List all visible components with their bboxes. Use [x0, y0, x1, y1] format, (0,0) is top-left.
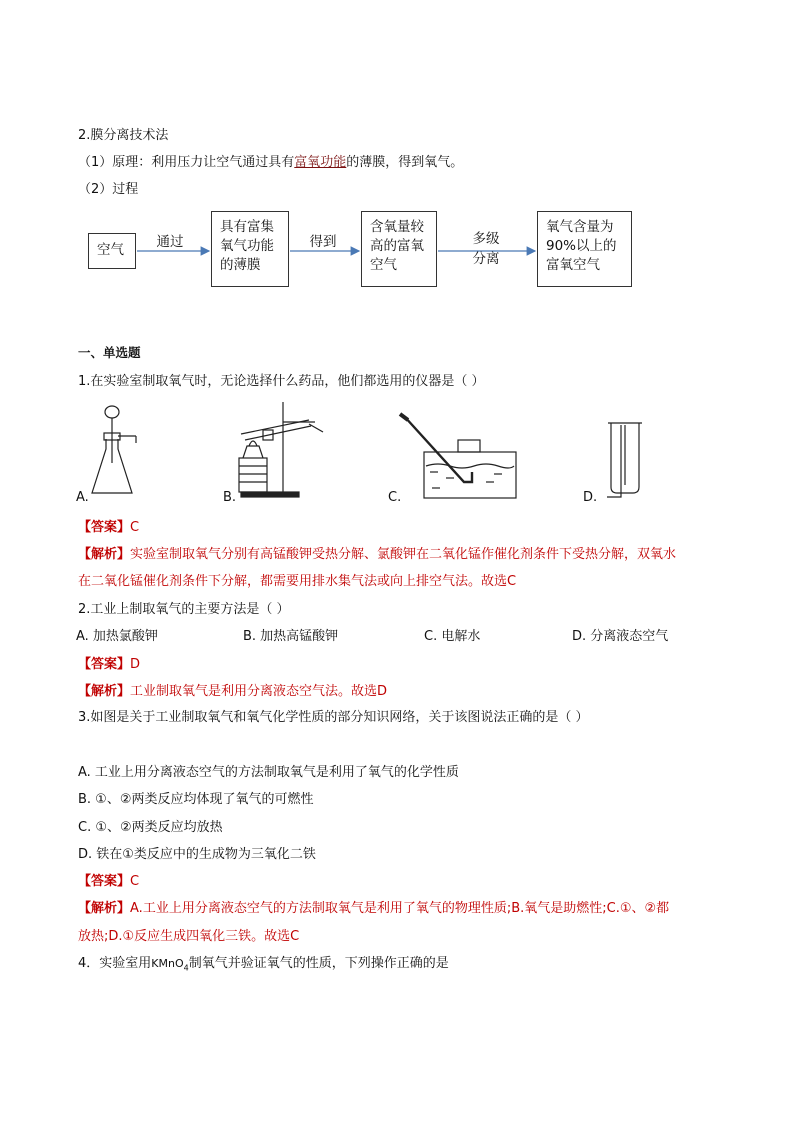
q3-analysis-line2: 放热;D.①反应生成四氧化三铁。故选C: [78, 929, 300, 944]
answer-value: C: [130, 520, 140, 535]
flow-arrow-2-label: 得到: [309, 234, 337, 250]
q3-option-a: A. 工业上用分离液态空气的方法制取氧气是利用了氧气的化学性质: [78, 765, 459, 780]
principle-prefix: （1）原理：利用压力让空气通过具有: [78, 155, 295, 170]
q3-analysis-line1: [78, 897, 669, 916]
q3-stem: 3.如图是关于工业制取氧气和氧气化学性质的部分知识网络，关于该图说法正确的是（ ）: [78, 710, 589, 725]
apparatus-b-icon: [233, 396, 329, 500]
q2-option-c: C. 电解水: [424, 629, 481, 644]
flow-box-enriched-line: 含氧量较: [370, 219, 424, 235]
analysis-text: 实验室制取氧气分别有高锰酸钾受热分解、氯酸钾在二氧化锰作催化剂条件下受热分解，双氧水: [130, 547, 677, 562]
q4-stem: [78, 952, 449, 973]
q3-option-c: C. ①、②两类反应均放热: [78, 820, 223, 835]
flow-arrow-1-label: 通过: [156, 234, 184, 250]
q2-analysis: [78, 680, 387, 699]
analysis-text: 工业制取氧气是利用分离液态空气法。故选D: [130, 684, 388, 699]
answer-value: C: [130, 874, 140, 889]
principle-suffix: 的薄膜，得到氧气。: [346, 155, 464, 170]
flow-box-enriched-line: 空气: [370, 257, 397, 273]
answer-value: D: [130, 657, 141, 672]
q2-answer: [78, 653, 140, 672]
flow-box-membrane-line: 氧气功能: [220, 238, 274, 254]
q2-option-b: B. 加热高锰酸钾: [243, 629, 339, 644]
q1-option-a: A.: [76, 490, 89, 505]
analysis-label: 【解析】: [78, 684, 131, 699]
q4-formula-sub: 4: [183, 963, 189, 973]
q4-stem-suffix: 制氧气并验证氧气的性质，下列操作正确的是: [188, 956, 449, 971]
q4-formula: KMnO: [151, 957, 184, 970]
flow-arrow-3-label-bottom: 分离: [472, 251, 500, 267]
answer-label: 【答案】: [78, 874, 131, 889]
q1-option-c: C.: [388, 490, 402, 505]
q1-stem: 1.在实验室制取氧气时，无论选择什么药品，他们都选用的仪器是（ ）: [78, 374, 485, 389]
analysis-label: 【解析】: [78, 547, 131, 562]
analysis-text: A.工业上用分离液态空气的方法制取氧气是利用了氧气的物理性质;B.氧气是助燃性;C.①、②都: [130, 901, 670, 916]
flow-box-membrane-line: 的薄膜: [220, 257, 261, 273]
q2-option-a: A. 加热氯酸钾: [76, 629, 158, 644]
part-heading: 一、单选题: [78, 345, 141, 360]
q2-stem: 2.工业上制取氧气的主要方法是（ ）: [78, 602, 290, 617]
answer-label: 【答案】: [78, 657, 131, 672]
apparatus-d-icon: [605, 415, 645, 500]
apparatus-c-icon: [398, 410, 518, 500]
apparatus-a-icon: [88, 403, 148, 500]
process-label: （2）过程: [78, 182, 139, 197]
q1-option-d: D.: [583, 490, 598, 505]
q1-analysis-line1: [78, 543, 676, 562]
analysis-label: 【解析】: [78, 901, 131, 916]
q3-option-b: B. ①、②两类反应均体现了氧气的可燃性: [78, 792, 314, 807]
q1-analysis-line2: 在二氧化锰催化剂条件下分解，都需要用排水集气法或向上排空气法。故选C: [78, 574, 517, 589]
q3-answer: [78, 870, 139, 889]
principle-underlined: 富氧功能: [294, 155, 347, 170]
flow-box-final-line: 90%以上的: [546, 238, 617, 254]
flow-box-final-line: 氧气含量为: [546, 219, 614, 235]
q1-option-b: B.: [223, 490, 237, 505]
flow-box-final-line: 富氧空气: [546, 257, 600, 273]
q2-option-d: D. 分离液态空气: [572, 629, 669, 644]
answer-label: 【答案】: [78, 520, 131, 535]
q4-stem-prefix: 4．实验室用: [78, 956, 152, 971]
flow-arrow-3-label-top: 多级: [472, 231, 500, 247]
q3-option-d: D. 铁在①类反应中的生成物为三氧化二铁: [78, 847, 316, 862]
flow-box-enriched-line: 高的富氧: [370, 238, 424, 254]
flow-box-membrane-line: 具有富集: [220, 219, 274, 235]
flow-arrows: [0, 0, 794, 320]
q1-answer: [78, 516, 139, 535]
section-heading: 2.膜分离技术法: [78, 128, 169, 143]
flow-box-air-text: 空气: [97, 242, 124, 258]
